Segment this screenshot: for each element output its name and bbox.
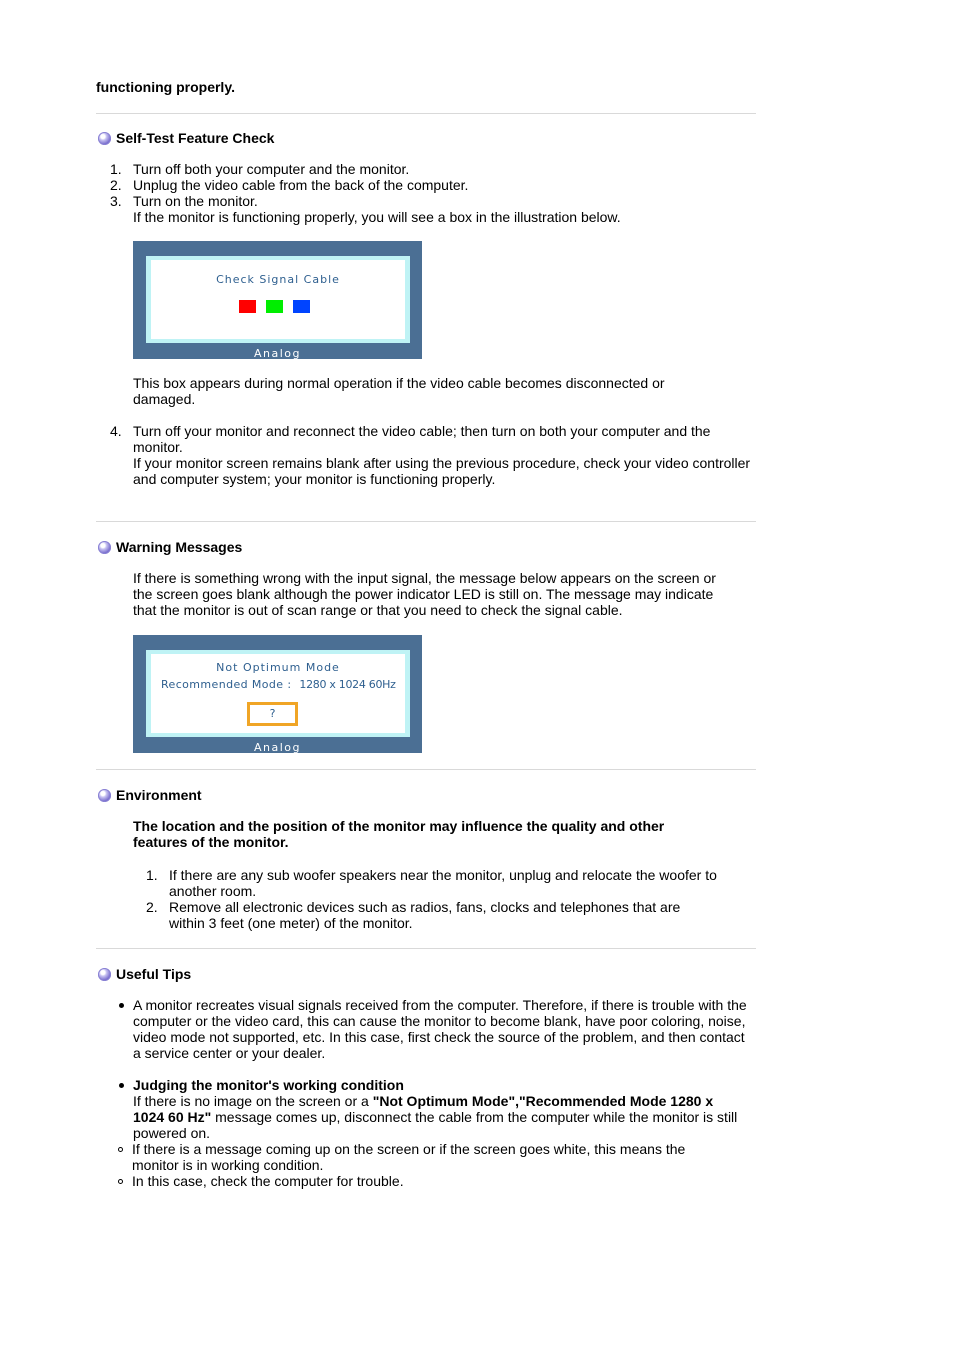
warning-title: Warning Messages (116, 539, 243, 555)
question-button: ? (247, 702, 298, 726)
list-item: 1. If there are any sub woofer speakers near the monitor, unplug and relocate the woofer to another room. (146, 867, 717, 899)
tips-list (96, 997, 756, 1189)
section-title-self-test (96, 129, 756, 147)
not-optimum-osd-image (133, 635, 422, 753)
osd-title: Not Optimum Mode (216, 661, 340, 674)
section-divider (96, 948, 756, 949)
osd-footer: Analog (253, 347, 301, 360)
recommended-mode-line: Recommended Mode : 1280 x 1024 60Hz (161, 678, 396, 691)
tips-title: Useful Tips (116, 966, 192, 982)
environment-title: Environment (116, 787, 202, 803)
after-box-text: This box appears during normal operation if the video cable becomes disconnected or damaged. (133, 375, 665, 407)
section-bullet-icon (98, 789, 111, 802)
list-item: If there is a message coming up on the screen or if the screen goes white, this means the monitor is in working condition. (96, 1141, 732, 1173)
section-divider (96, 521, 756, 522)
tip2-sublist (96, 1141, 756, 1189)
section-bullet-icon (98, 968, 111, 981)
check-signal-osd-image (133, 241, 422, 359)
list-item: 3. Turn on the monitor. If the monitor is functioning properly, you will see a box in the illustration below. Check Signal Cable Analog This box appears during normal operation if the video cable becomes disconnected or damaged. (96, 193, 756, 407)
warning-body: If there is something wrong with the input signal, the message below appears on the screen or the screen goes blank although the power indicator LED is still on. The message may indicate that the monitor is out of scan range or that you need to check the signal cable. (133, 570, 716, 618)
step4-note: If your monitor screen remains blank after using the previous procedure, check your video controller and computer system; your monitor is functioning properly. (133, 455, 751, 487)
self-test-title: Self-Test Feature Check (116, 130, 275, 146)
tip1-text: A monitor recreates visual signals received from the computer. Therefore, if there is trouble with the computer or the video card, this can cause the monitor to become blank, have poor coloring, noise, video mode not supported, etc. In this case, first check the source of the problem, and then contact a service center or your dealer. (133, 997, 747, 1061)
circle-bullet-icon (118, 1147, 123, 1152)
list-item: 1. Turn off both your computer and the monitor. (110, 161, 410, 177)
list-item (96, 997, 756, 1061)
blue-swatch (293, 300, 310, 313)
bullet-dot-icon (119, 1083, 124, 1088)
list-item: In this case, check the computer for trouble. (96, 1173, 732, 1189)
section-title-environment (96, 786, 756, 804)
list-item: Judging the monitor's working condition If there is no image on the screen or a "Not Optimum Mode","Recommended Mode 1280 x 1024 60 Hz" message comes up, disconnect the cable from the computer while the monitor is still powered on. If there is a message coming up on the screen or if the screen goes white, this means the monitor is in working condition. In this case, check the computer for trouble. (96, 1077, 756, 1189)
section-divider (96, 113, 756, 114)
tip2-heading: Judging the monitor's working condition (133, 1077, 404, 1093)
section-title-warning (96, 538, 756, 556)
list-item: 2. Remove all electronic devices such as radios, fans, clocks and telephones that are within 3 feet (one meter) of the monitor. (146, 899, 681, 931)
circle-bullet-icon (118, 1179, 123, 1184)
self-test-steps (96, 161, 756, 487)
osd-footer: Analog (253, 741, 301, 754)
list-item: 4. Turn off your monitor and reconnect the video cable; then turn on both your computer and the monitor. If your monitor screen remains blank after using the previous procedure, check your video controller and computer system; your monitor is functioning properly. (110, 423, 751, 487)
section-bullet-icon (98, 541, 111, 554)
document-page (96, 76, 756, 1189)
section-title-tips (96, 965, 756, 983)
green-swatch (266, 300, 283, 313)
intro-text: functioning properly. (96, 79, 235, 95)
section-bullet-icon (98, 132, 111, 145)
red-swatch (239, 300, 256, 313)
section-divider (96, 769, 756, 770)
list-item: 2. Unplug the video cable from the back of the computer. (110, 177, 469, 193)
osd-title: Check Signal Cable (216, 273, 340, 286)
environment-lead: The location and the position of the monitor may influence the quality and other features of the monitor. (133, 818, 665, 850)
step3-note: If the monitor is functioning properly, you will see a box in the illustration below. (133, 209, 621, 225)
environment-list (132, 867, 756, 931)
bullet-dot-icon (119, 1003, 124, 1008)
